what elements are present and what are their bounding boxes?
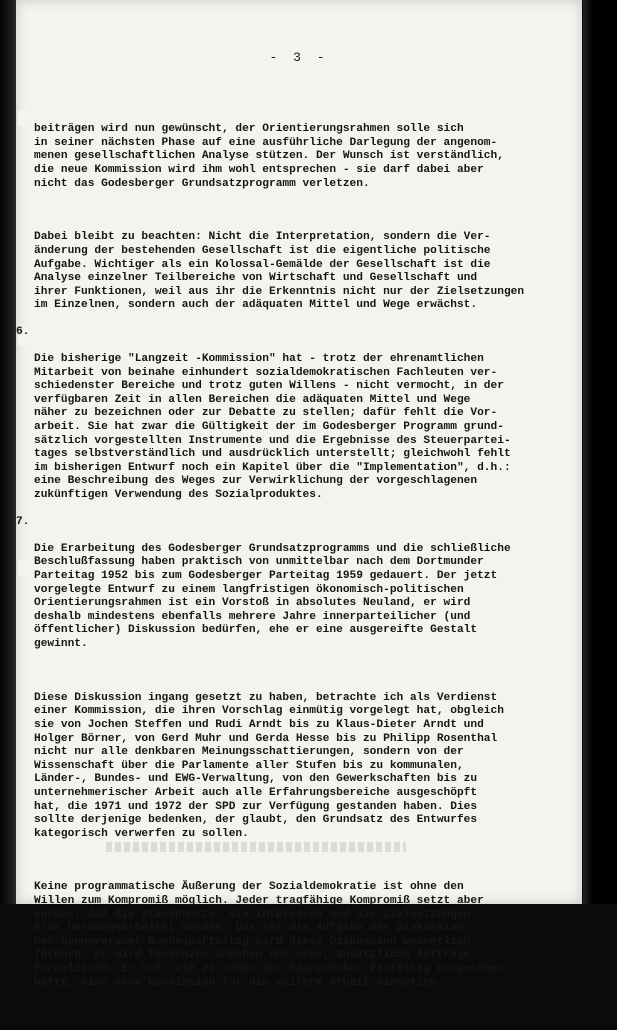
scan-edge-right [583, 0, 617, 904]
paragraph-text: Keine programmatische Äußerung der Sozialdemokratie ist ohne den Willen zum Kompromiß möglich. Jeder tragfähige Kompromiß setzt aber voraus, daß die Standpunkte, die Interessen und die Zielsetzungen klar herausgearbeitet werden. Das ist die Aufgabe der Diskussion. Der Hannoveraner Bundesparteitag wird diese Diskussion wesentlich fördern, er wird Tendenzen angeben und neue, zusätzliche Aufträge formulieren. Er muß, wie es schon der Saarbrücker Parteitag vorgesehen hatte, eine neue Kommission für die weitere Arbeit einsetzen. [34, 881, 504, 989]
paragraph [34, 204, 576, 313]
punch-hole [18, 560, 28, 576]
paragraph-text: Die bisherige "Langzeit -Kommission" hat - trotz der ehrenamtlichen Mitarbeit von beinahe einhundert sozialdemokratischen Fachleuten ver- schiedenster Bereiche und trotz guten Willens - nicht vermocht, in der verfügbaren Zeit in allen Bereichen die adäquaten Mittel und Wege näher zu bezeichnen oder zur Debatte zu stellen; dafür fehlt die Vor- arbeit. Sie hat zwar die Gültigkeit der im Godesberger Programm grund- sätzlich vorgestellten Instrumente und die Ergebnisse des Steuerpartei- tages selbstverständlich und ausdrücklich unterstellt; gleichwohl fehlt im bisherigen Entwurf noch ein Kapitel über die "Implementation", d.h.: eine Beschreibung des Weges zur Verwirklichung der vorgeschlagenen zukünftigen Verwendung des Sozialproduktes. [34, 353, 511, 502]
faded-footer-stamp [106, 842, 406, 852]
paragraph [34, 854, 576, 990]
paragraph-text: Die Erarbeitung des Godesberger Grundsatzprogramms und die schließliche Beschlußfassung haben praktisch von unmittelbar nach dem Dortmunder Parteitag 1952 bis zum Godesberger Parteitag 1959 gedauert. Der jetzt vorgelegte Entwurf zu einem langfristigen ökonomisch-politischen Orientierungsrahmen ist ein Vorstoß in absolutes Neuland, er wird deshalb mindestens ebenfalls mehrere Jahre innerparteilicher (und öffentlicher) Diskussion bedürfen, ehe er eine ausgereifte Gestalt gewinnt. [34, 542, 511, 650]
document-page [16, 0, 582, 1029]
paragraph-number: 7. [16, 515, 30, 528]
paragraph [34, 96, 576, 191]
paragraph-6 [16, 325, 576, 503]
document-body [16, 96, 576, 1030]
page-number: - 3 - [269, 50, 329, 65]
paragraph [34, 665, 576, 842]
punch-hole [18, 110, 28, 126]
end-mark: -.-.-.-.-.-.- [254, 1016, 356, 1029]
paragraph-text: Diese Diskussion ingang gesetzt zu haben, betrachte ich als Verdienst einer Kommission, die ihren Vorschlag einmütig vorgelegt hat, obgleich sie von Jochen Steffen und Rudi Arndt bis zu Klaus-Dieter Arndt und Holger Börner, von Gerd Muhr und Gerda Hesse bis zu Philipp Rosenthal nicht nur alle denkbaren Meinungsschattierungen, sondern von der Wissenschaft über die Parlamente aller Stufen bis zu kommunalen, Länder-, Bundes- und EWG-Verwaltung, von den Gewerkschaften bis zu unternehmerischer Arbeit auch alle Erfahrungsbereiche ausgeschöpft hat, die 1971 und 1972 der SPD zur Verfügung gestanden haben. Dies sollte derjenige bedenken, der glaubt, den Grundsatz des Entwurfes kategorisch verwerfen zu sollen. [34, 691, 504, 840]
scan-edge-left [0, 0, 16, 904]
paragraph-7 [16, 515, 576, 652]
paragraph-text: Dabei bleibt zu beachten: Nicht die Interpretation, sondern die Ver- änderung der bestehenden Gesellschaft ist die eigentliche politische Aufgabe. Wichtiger als ein Kolossal-Gemälde der Gesellschaft ist die Analyse einzelner Teilbereiche von Wirtschaft und Gesellschaft und ihrer Funktionen, weil aus ihr die Erkenntnis nicht nur der Zielsetzungen im Einzelnen, sondern auch der adäquaten Mittel und Wege erwächst. [34, 231, 525, 312]
paragraph-number: 6. [16, 325, 30, 338]
paragraph-text: beiträgen wird nun gewünscht, der Orientierungsrahmen solle sich in seiner nächsten Phase auf eine ausführliche Darlegung der angenom- menen gesellschaftlichen Analyse stützen. Der Wunsch ist verständlich, die neue Kommission wird ihm wohl entsprechen - sie darf dabei aber nicht das Godesberger Grundsatzprogramm verletzen. [34, 123, 504, 190]
